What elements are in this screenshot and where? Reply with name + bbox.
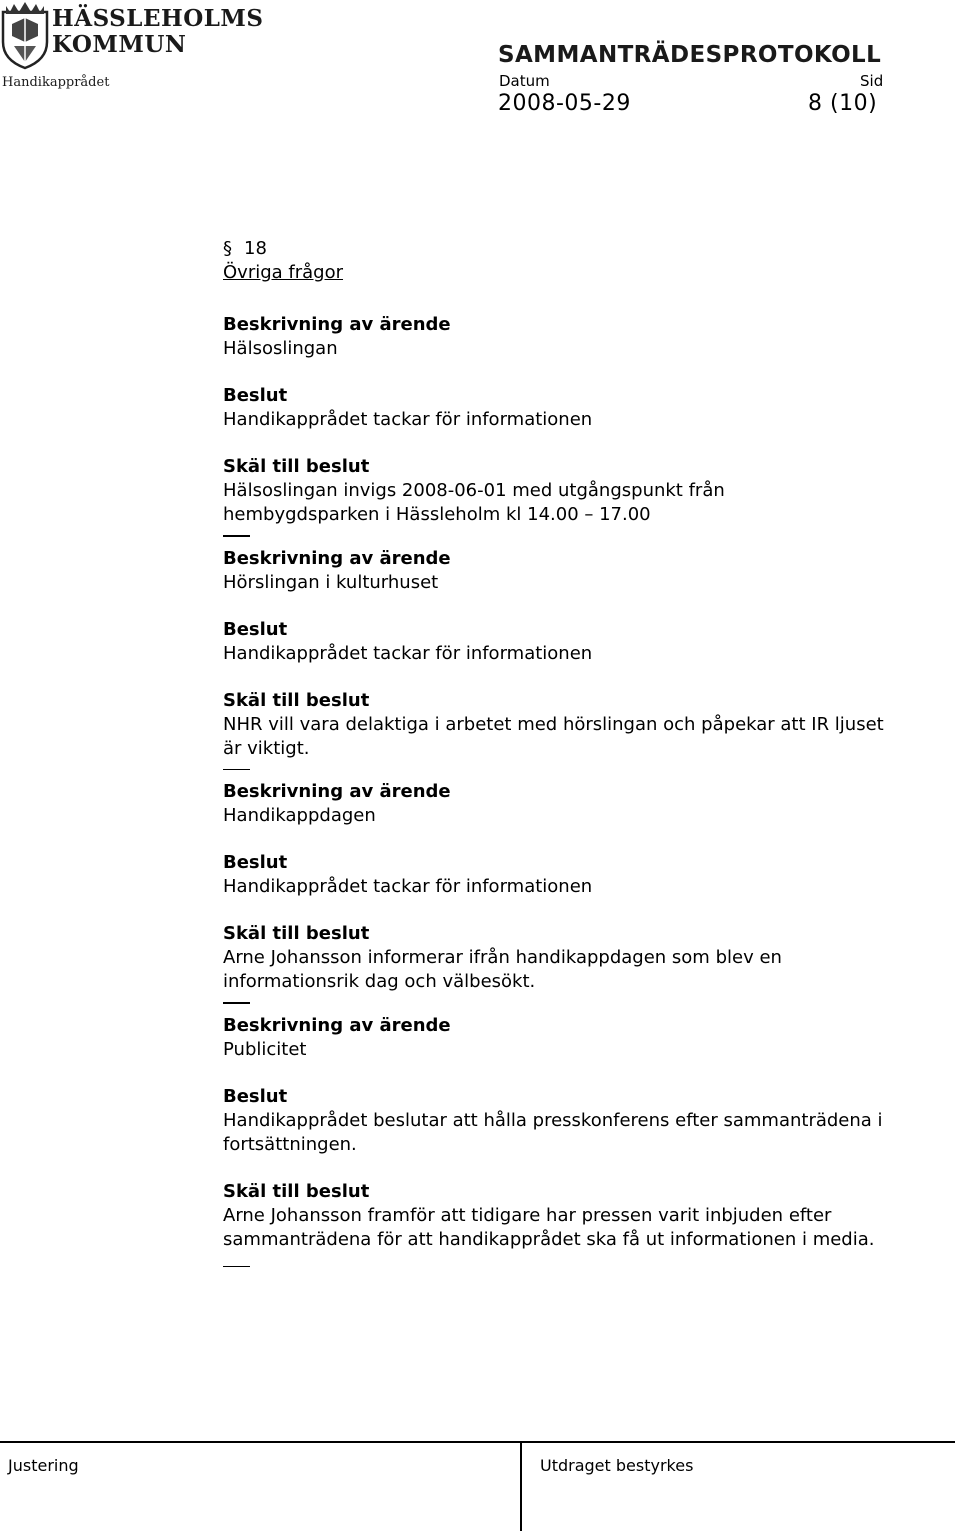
document-title: SAMMANTRÄDESPROTOKOLL — [498, 42, 882, 68]
org-name-line2: KOMMUN — [52, 31, 187, 58]
organization-name — [52, 6, 264, 58]
description-text: Hälsoslingan — [223, 338, 338, 359]
description-heading: Beskrivning av ärende — [223, 548, 451, 569]
description-heading: Beskrivning av ärende — [223, 314, 451, 335]
footer-justering-label: Justering — [8, 1456, 79, 1475]
description-heading: Beskrivning av ärende — [223, 1015, 451, 1036]
item-separator — [223, 535, 250, 537]
agenda-item — [223, 547, 938, 761]
decision-text: Handikapprådet tackar för informationen — [223, 643, 593, 664]
agenda-item — [223, 1014, 938, 1252]
reason-heading: Skäl till beslut — [223, 690, 370, 711]
section-symbol: § — [223, 238, 232, 259]
department-name: Handikapprådet — [2, 75, 110, 90]
decision-heading: Beslut — [223, 619, 288, 640]
paragraph-title: Övriga frågor — [223, 262, 344, 283]
page-label: Sid — [860, 72, 884, 90]
page-number: 8 (10) — [808, 91, 878, 116]
footer-divider — [0, 1441, 955, 1443]
org-name-line1: HÄSSLEHOLMS — [52, 5, 264, 32]
reason-heading: Skäl till beslut — [223, 456, 370, 477]
minutes-body — [223, 237, 938, 1277]
decision-text: Handikapprådet beslutar att hålla presskonferens efter sammanträdena i fortsättningen. — [223, 1110, 883, 1155]
date-label: Datum — [499, 72, 550, 90]
paragraph-number — [223, 237, 938, 261]
reason-text: Arne Johansson informerar ifrån handikappdagen som blev en informationsrik dag och välbesökt. — [223, 947, 782, 992]
description-text: Hörslingan i kulturhuset — [223, 572, 439, 593]
item-separator — [223, 1266, 250, 1267]
decision-heading: Beslut — [223, 852, 288, 873]
section-number: 18 — [244, 238, 267, 259]
footer-column-divider — [520, 1441, 522, 1531]
meeting-date: 2008-05-29 — [498, 91, 631, 116]
agenda-item — [223, 780, 938, 994]
decision-text: Handikapprådet tackar för informationen — [223, 876, 593, 897]
reason-text: Arne Johansson framför att tidigare har pressen varit inbjuden efter sammanträdena för att handikapprådet ska få ut informationen i media. — [223, 1205, 875, 1250]
description-text: Publicitet — [223, 1039, 307, 1060]
reason-heading: Skäl till beslut — [223, 1181, 370, 1202]
footer-certified-label: Utdraget bestyrkes — [540, 1456, 694, 1475]
description-heading: Beskrivning av ärende — [223, 781, 451, 802]
decision-heading: Beslut — [223, 385, 288, 406]
reason-heading: Skäl till beslut — [223, 923, 370, 944]
page-header — [0, 0, 960, 120]
reason-text: Hälsoslingan invigs 2008-06-01 med utgångspunkt från hembygdsparken i Hässleholm kl 14.00 – 17.00 — [223, 480, 725, 525]
item-separator — [223, 769, 250, 770]
decision-text: Handikapprådet tackar för informationen — [223, 409, 593, 430]
description-text: Handikappdagen — [223, 805, 376, 826]
agenda-item — [223, 313, 938, 527]
municipal-crest-icon — [0, 2, 50, 70]
item-separator — [223, 1002, 250, 1004]
reason-text: NHR vill vara delaktiga i arbetet med hörslingan och påpekar att IR ljuset är viktigt. — [223, 714, 884, 759]
decision-heading: Beslut — [223, 1086, 288, 1107]
